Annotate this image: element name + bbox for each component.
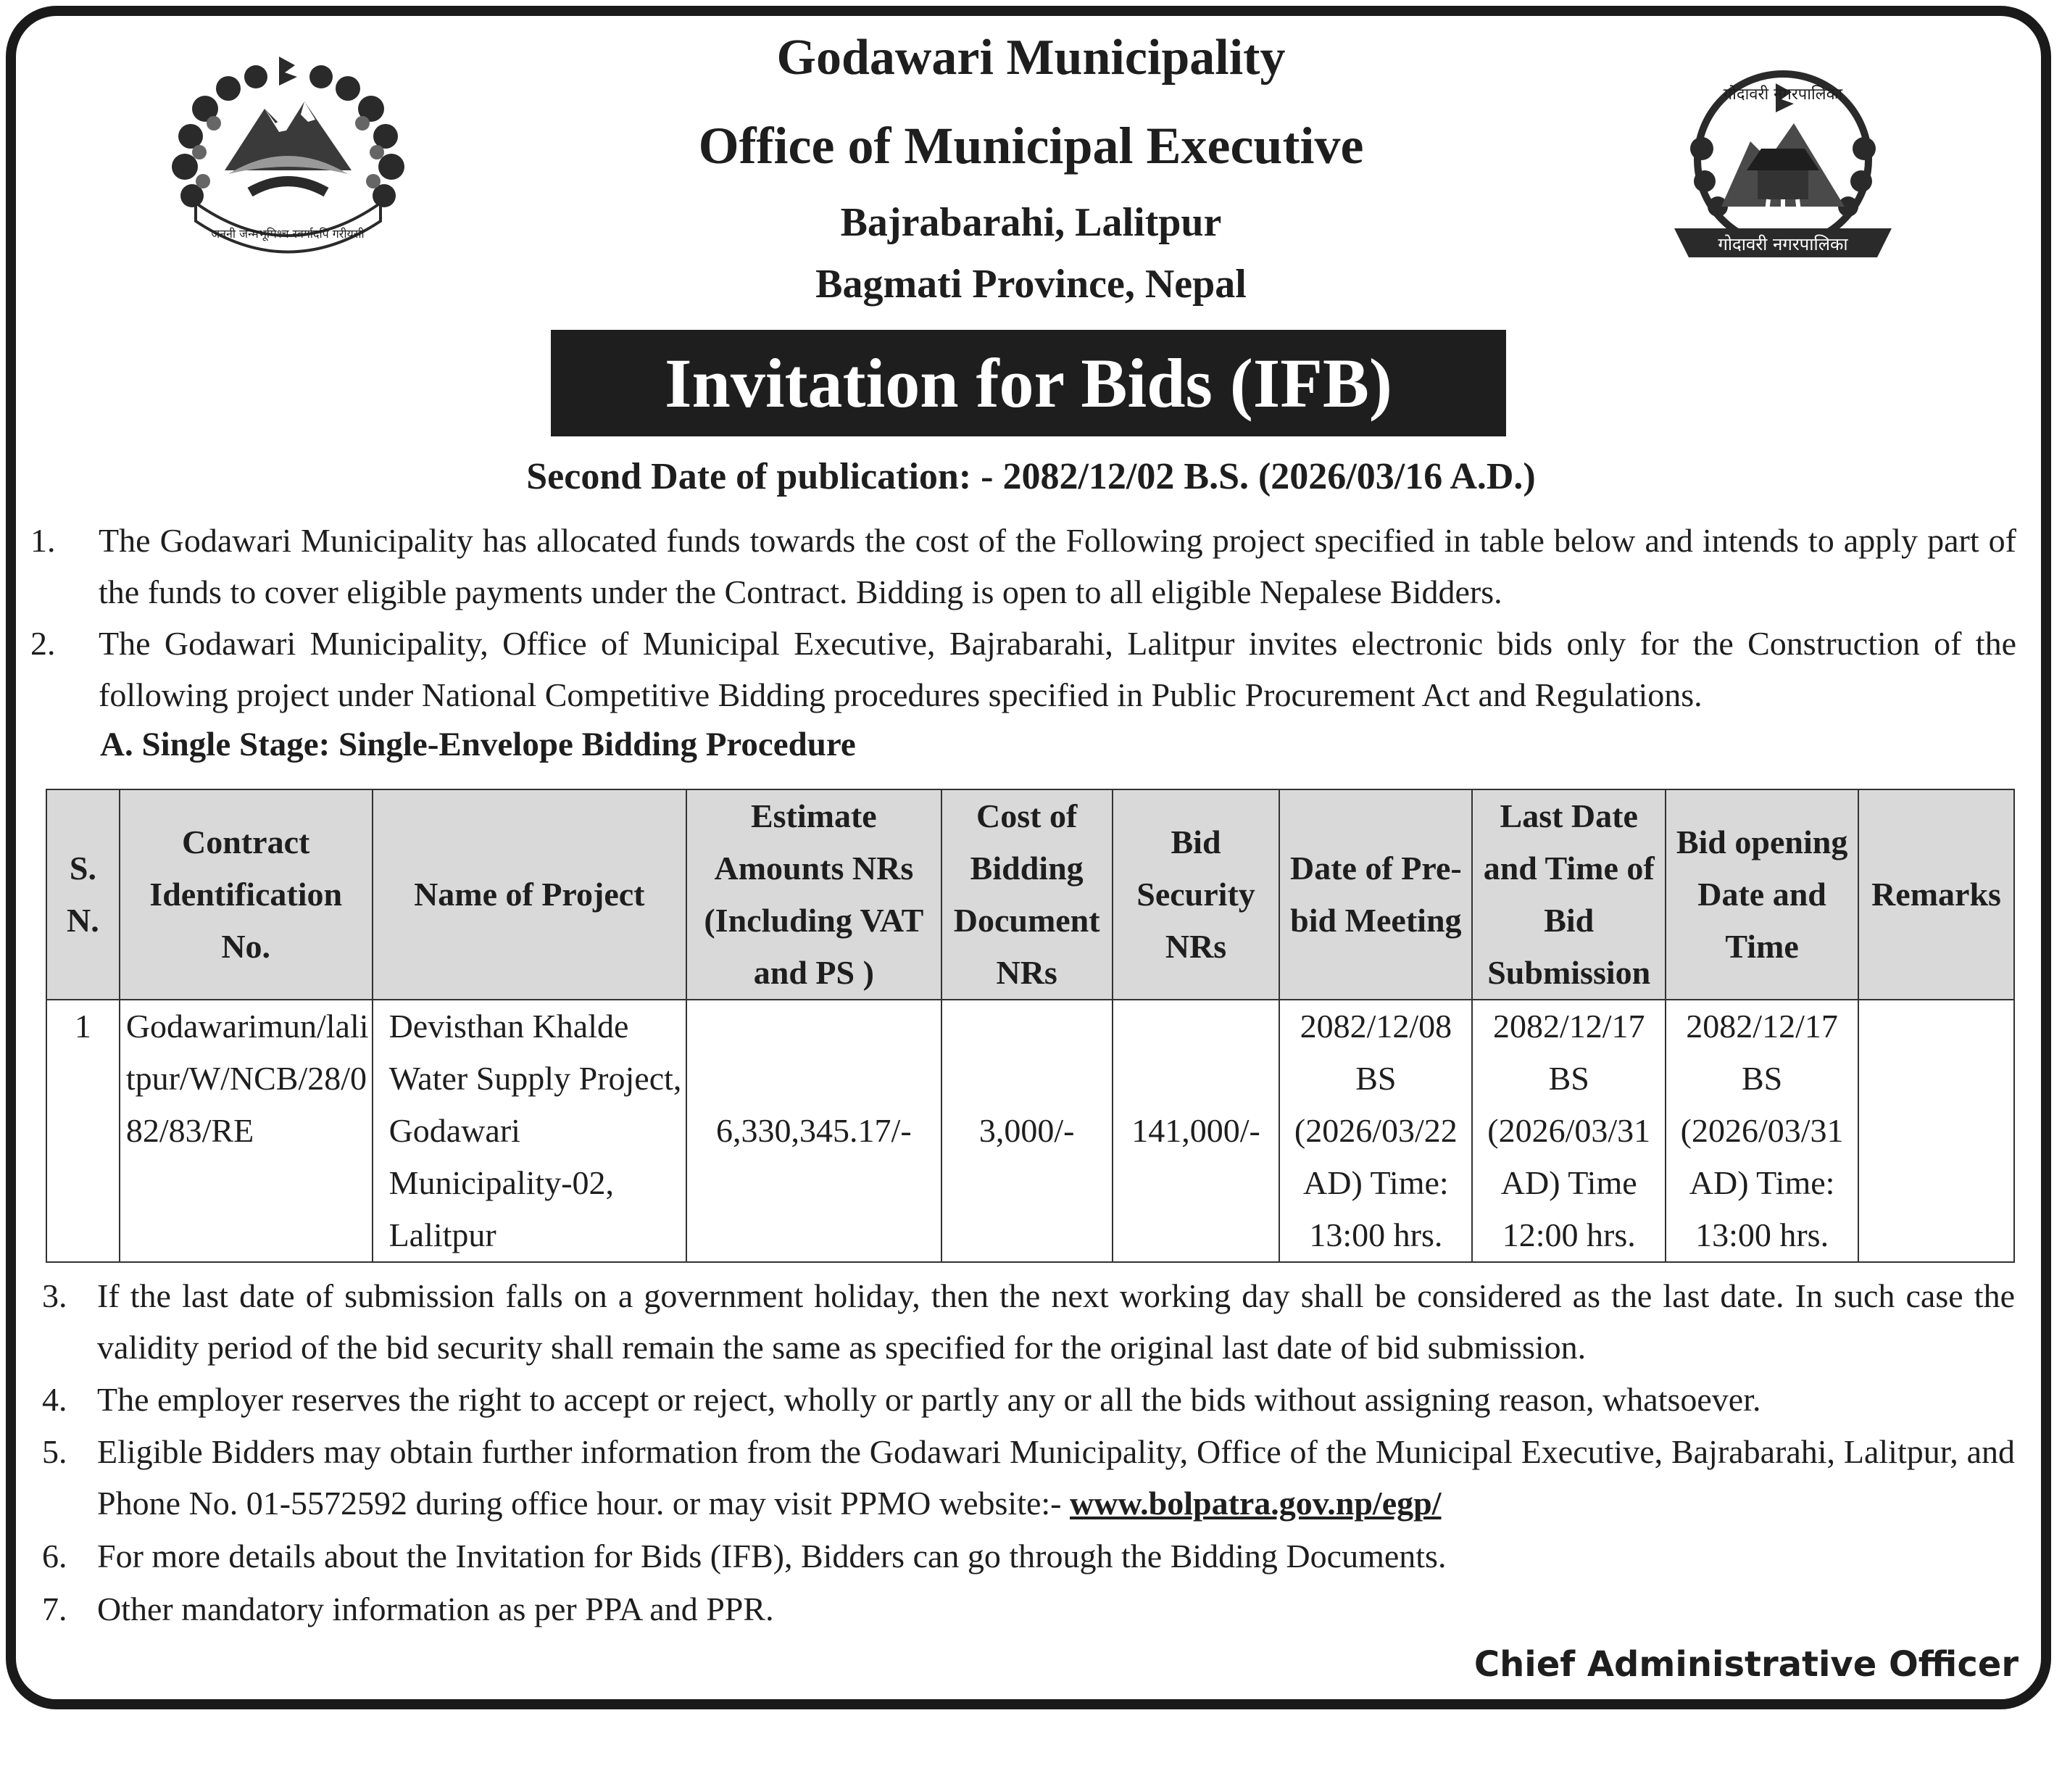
ppmo-website-link[interactable]: www.bolpatra.gov.np/egp/	[1070, 1485, 1442, 1522]
svg-text:जननी जन्मभूमिश्च स्वर्गादपि गर: जननी जन्मभूमिश्च स्वर्गादपि गरीयसी	[211, 227, 365, 241]
cell-bid-security: 141,000/-	[1113, 1000, 1280, 1262]
header-project-name: Name of Project	[373, 789, 686, 1000]
header-opening: Bid opening Date and Time	[1666, 789, 1858, 1000]
cell-opening: 2082/12/17 BS (2026/03/31 AD) Time: 13:00 hrs.	[1666, 1000, 1858, 1262]
point-text: The employer reserves the right to accept or reject, wholly or partly any or all the bids without assigning reason, whatsoever.	[97, 1381, 1761, 1418]
point-number: 5.	[42, 1433, 67, 1470]
notice-title: Invitation for Bids (IFB)	[551, 330, 1506, 436]
paragraph-text: The Godawari Municipality has allocated funds towards the cost of the Following project specified in table below and intends to apply part of the funds to cover eligible payments under the Contract. Bidding is open to all eligible Nepalese Bidders.	[99, 522, 2016, 610]
cell-sn: 1	[46, 1000, 120, 1262]
point-text-body: Eligible Bidders may obtain further information from the Godawari Municipality, Office of the Municipal Executive, Bajrabarahi, Lalitpur, and Phone No. 01-5572592 during office hour. or may visit PPMO website:-	[97, 1433, 2015, 1522]
header-sn: S. N.	[46, 789, 120, 1000]
header-bid-security: Bid Security NRs	[1113, 789, 1280, 1000]
cell-contract-id: Godawarimun/lalitpur/W/NCB/28/082/83/RE	[120, 1000, 373, 1262]
table-header-row	[46, 789, 2014, 1000]
address-line-2: Bagmati Province, Nepal	[815, 262, 1247, 307]
point-number: 6.	[42, 1538, 67, 1575]
header-estimate: Estimate Amounts NRs (Including VAT and PS )	[686, 789, 941, 1000]
cell-doc-cost: 3,000/-	[941, 1000, 1113, 1262]
signatory-title: Chief Administrative Officer	[1473, 1644, 2019, 1685]
publication-date: Second Date of publication: - 2082/12/02 B.S. (2026/03/16 A.D.)	[526, 456, 1536, 497]
cell-remarks	[1858, 1000, 2014, 1262]
svg-text:गोदावरी नगरपालिका: गोदावरी नगरपालिका	[1718, 234, 1848, 254]
point-number: 7.	[42, 1590, 67, 1627]
table-row	[46, 1000, 2014, 1262]
org-name: Godawari Municipality	[776, 30, 1286, 86]
point-text: Other mandatory information as per PPA and PPR.	[97, 1590, 774, 1627]
paragraph-text: The Godawari Municipality, Office of Municipal Executive, Bajrabarahi, Lalitpur invites electronic bids only for the Construction of the following project under National Competitive Bidding procedures specified in Public Procurement Act and Regulations.	[99, 625, 2016, 713]
point-text: If the last date of submission falls on a government holiday, then the next working day shall be considered as the last date. In such case the validity period of the bid security shall remain the same as specified for the original last date of bid submission.	[97, 1277, 2015, 1366]
point-text: For more details about the Invitation for Bids (IFB), Bidders can go through the Bidding Documents.	[97, 1538, 1447, 1575]
point-number: 4.	[42, 1381, 67, 1418]
cell-project-name: Devisthan Khalde Water Supply Project, Godawari Municipality-02, Lalitpur	[373, 1000, 686, 1262]
header-doc-cost: Cost of Bidding Document NRs	[941, 789, 1113, 1000]
procedure-heading: A. Single Stage: Single-Envelope Bidding Procedure	[100, 726, 856, 763]
cell-prebid: 2082/12/08 BS (2026/03/22 AD) Time: 13:00 hrs.	[1279, 1000, 1472, 1262]
cell-last-submission: 2082/12/17 BS (2026/03/31 AD) Time 12:00 hrs.	[1472, 1000, 1666, 1262]
paragraph-number: 1.	[30, 522, 56, 559]
header-contract-id: Contract Identification No.	[120, 789, 373, 1000]
svg-text:गोदावरी नगरपालिका: गोदावरी नगरपालिका	[1723, 86, 1843, 104]
office-name: Office of Municipal Executive	[698, 117, 1364, 175]
header-prebid: Date of Pre-bid Meeting	[1279, 789, 1472, 1000]
header-last-submission: Last Date and Time of Bid Submission	[1472, 789, 1666, 1000]
bids-table	[46, 789, 2015, 1263]
cell-estimate: 6,330,345.17/-	[686, 1000, 941, 1262]
paragraph-number: 2.	[30, 625, 56, 662]
header-remarks: Remarks	[1858, 789, 2014, 1000]
address-line-1: Bajrabarahi, Lalitpur	[840, 200, 1222, 245]
point-number: 3.	[42, 1277, 67, 1314]
point-text	[97, 1426, 2015, 1529]
